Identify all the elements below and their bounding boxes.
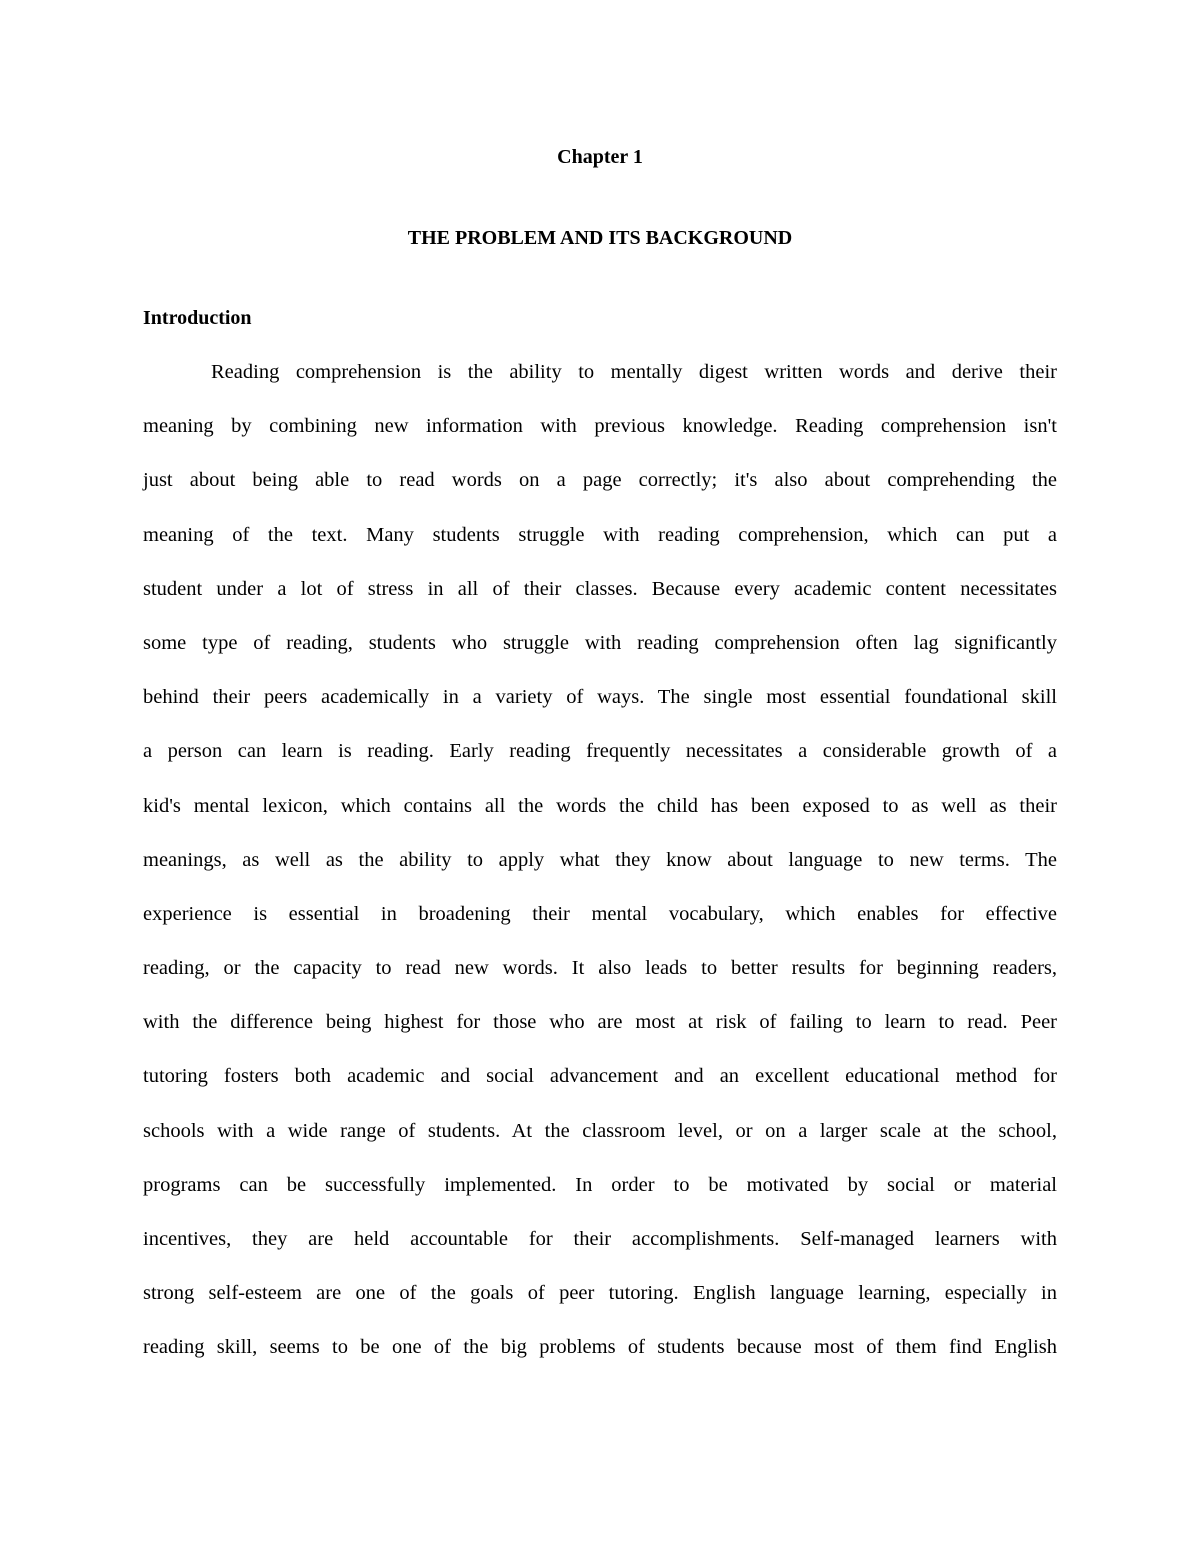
- paragraph-line: incentives, they are held accountable for their accomplishments. Self-managed learners with: [143, 1228, 1057, 1250]
- paragraph-line: a person can learn is reading. Early reading frequently necessitates a considerable growth of a: [143, 740, 1057, 763]
- paragraph-line: reading skill, seems to be one of the big problems of students because most of them find English: [143, 1336, 1057, 1359]
- paragraph-line: reading, or the capacity to read new words. It also leads to better results for beginning readers,: [143, 957, 1057, 980]
- paragraph-line: meaning of the text. Many students struggle with reading comprehension, which can put a: [143, 523, 1057, 546]
- paragraph-line: Reading comprehension is the ability to mentally digest written words and derive their: [211, 361, 1057, 383]
- paragraph-line: behind their peers academically in a variety of ways. The single most essential foundational skill: [143, 686, 1057, 709]
- body-paragraph: [143, 358, 1057, 1388]
- paragraph-line: strong self-esteem are one of the goals of peer tutoring. English language learning, especially in: [143, 1282, 1057, 1305]
- paragraph-line: schools with a wide range of students. At the classroom level, or on a larger scale at the school,: [143, 1119, 1057, 1142]
- paragraph-line: just about being able to read words on a page correctly; it's also about comprehending the: [143, 469, 1057, 492]
- paragraph-line: experience is essential in broadening their mental vocabulary, which enables for effective: [143, 902, 1057, 925]
- paragraph-line: programs can be successfully implemented. In order to be motivated by social or material: [143, 1173, 1057, 1196]
- paragraph-line: tutoring fosters both academic and social advancement and an excellent educational method for: [143, 1065, 1057, 1088]
- section-heading: Introduction: [143, 307, 252, 329]
- main-title: THE PROBLEM AND ITS BACKGROUND: [407, 227, 793, 249]
- paragraph-line: student under a lot of stress in all of their classes. Because every academic content necessitates: [143, 577, 1057, 600]
- paragraph-line: with the difference being highest for those who are most at risk of failing to learn to read. Peer: [143, 1011, 1057, 1034]
- paragraph-line: kid's mental lexicon, which contains all the words the child has been exposed to as well as their: [143, 794, 1057, 817]
- paragraph-line: meaning by combining new information with previous knowledge. Reading comprehension isn't: [143, 415, 1057, 438]
- paragraph-line: meanings, as well as the ability to apply what they know about language to new terms. The: [143, 848, 1057, 871]
- chapter-title: Chapter 1: [557, 146, 643, 168]
- paragraph-line: some type of reading, students who struggle with reading comprehension often lag significantly: [143, 631, 1057, 654]
